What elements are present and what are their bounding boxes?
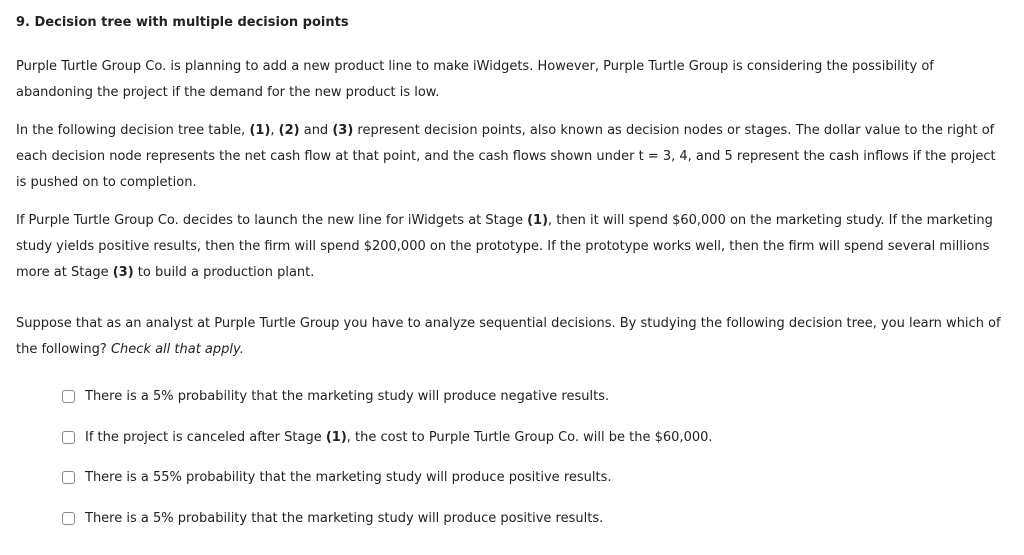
option-1[interactable] — [62, 386, 609, 406]
text: and — [299, 123, 333, 138]
node-label: (1) — [249, 123, 271, 138]
checkbox[interactable] — [62, 512, 75, 525]
question-title: 9. Decision tree with multiple decision points — [16, 15, 349, 30]
text: If Purple Turtle Group Co. decides to launch the new line for iWidgets at Stage — [16, 213, 528, 228]
text: Suppose that as an analyst at Purple Turtle Group you have to analyze sequential decisions. By studying the following decision tree, you learn which of the following? — [16, 316, 1001, 357]
node-label: (2) — [278, 123, 300, 138]
checkbox[interactable] — [62, 431, 75, 444]
node-label: (3) — [112, 265, 134, 280]
paragraph-prompt — [16, 311, 1006, 363]
text: , the cost to Purple Turtle Group Co. will be the $60,000. — [346, 429, 713, 445]
checkbox[interactable] — [62, 471, 75, 484]
text: In the following decision tree table, — [16, 123, 250, 138]
paragraph-stages — [16, 208, 1006, 286]
text: , then it will spend $60,000 on the marketing study. If the marketing study yields positive results, then the firm will spend $200,000 on the prototype. If the prototype works well, then the firm will spend several millions more at Stage — [16, 213, 993, 280]
option-label: There is a 5% probability that the marketing study will produce positive results. — [85, 510, 604, 526]
node-label: (1) — [325, 429, 347, 445]
text: represent decision points, also known as decision nodes or stages. The dollar value to the right of each decision node represents the net cash flow at that point, and the cash flows shown under t = 3, 4, and 5 represent the cash inflows if the project is pushed on to completion. — [16, 123, 996, 190]
node-label: (3) — [332, 123, 354, 138]
option-label: There is a 5% probability that the marketing study will produce negative results. — [85, 388, 610, 404]
option-3[interactable] — [62, 467, 612, 487]
option-4[interactable] — [62, 508, 603, 528]
paragraph-decision-points — [16, 118, 1006, 196]
option-2[interactable] — [62, 427, 713, 447]
text: , — [270, 123, 279, 138]
node-label: (1) — [527, 213, 549, 228]
paragraph-intro: Purple Turtle Group Co. is planning to add a new product line to make iWidgets. However, Purple Turtle Group is considering the possibility of abandoning the project if the demand for the new product is low. — [16, 59, 934, 100]
option-label — [85, 430, 713, 445]
instruction: Check all that apply. — [110, 342, 244, 357]
text: to build a production plant. — [133, 265, 315, 280]
text: If the project is canceled after Stage — [85, 429, 326, 445]
option-label: There is a 55% probability that the marketing study will produce positive results. — [85, 469, 612, 485]
checkbox[interactable] — [62, 390, 75, 403]
